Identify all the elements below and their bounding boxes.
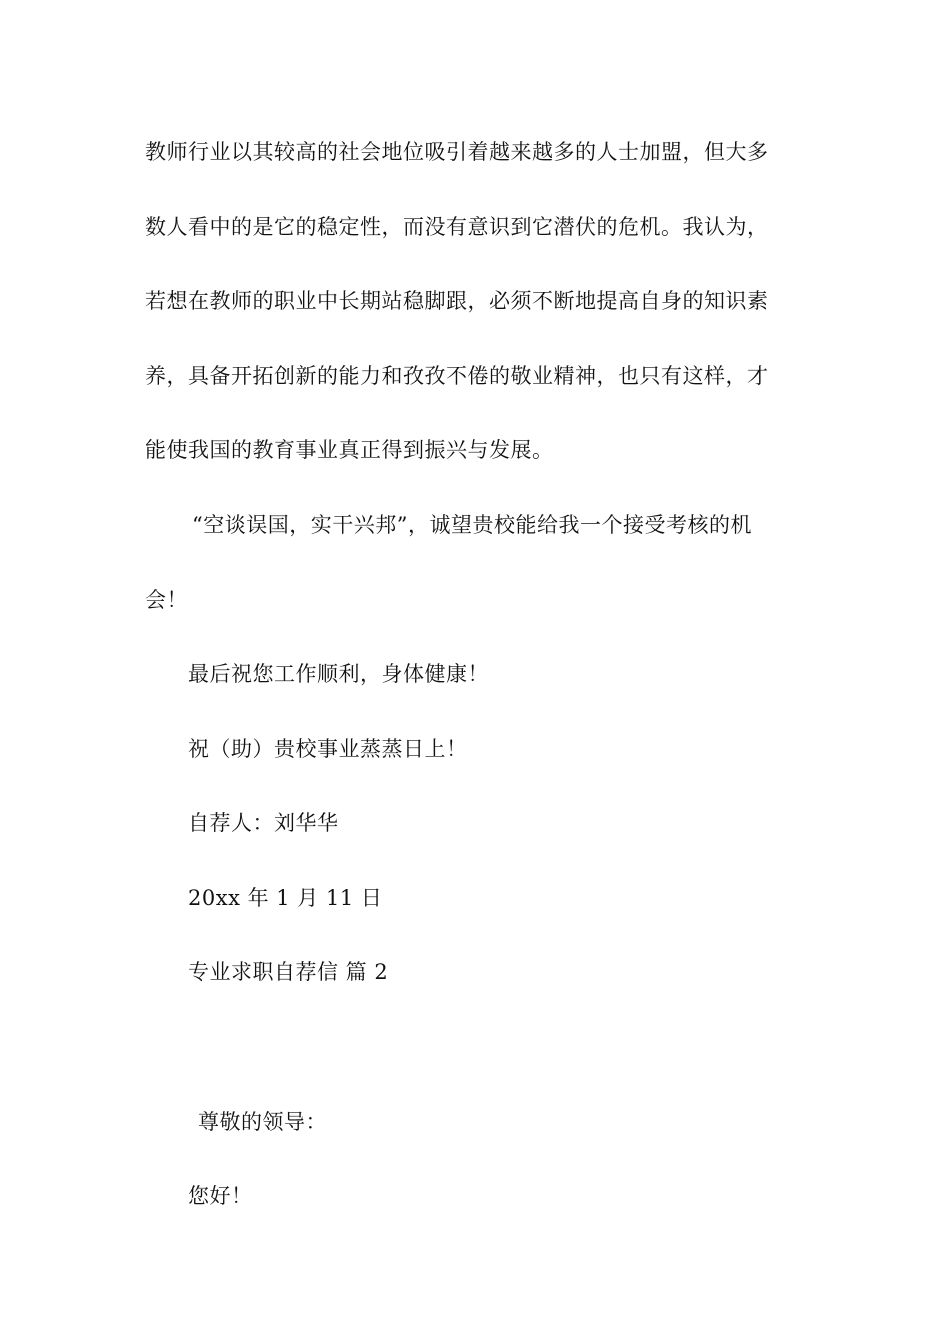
closing-wish: 最后祝您工作顺利，身体健康！ bbox=[188, 662, 489, 686]
paragraph-1-line-1: 教师行业以其较高的社会地位吸引着越来越多的人士加盟，但大多 bbox=[145, 140, 769, 164]
closing-school-wish: 祝（助）贵校事业蒸蒸日上！ bbox=[188, 737, 468, 761]
signer: 自荐人：刘华华 bbox=[188, 811, 339, 835]
salutation: 尊敬的领导： bbox=[198, 1110, 327, 1134]
paragraph-2-line-1: “空谈误国，实干兴邦”，诚望贵校能给我一个接受考核的机 bbox=[192, 513, 752, 537]
paragraph-2-line-2: 会！ bbox=[145, 588, 188, 612]
letter-date: 20xx 年 1 月 11 日 bbox=[188, 886, 383, 910]
paragraph-1-line-3: 若想在教师的职业中长期站稳脚跟，必须不断地提高自身的知识素 bbox=[145, 289, 769, 313]
paragraph-1-line-2: 数人看中的是它的稳定性，而没有意识到它潜伏的危机。我认为， bbox=[145, 215, 769, 239]
section-title: 专业求职自荐信 篇 2 bbox=[188, 960, 389, 984]
greeting: 您好！ bbox=[188, 1184, 253, 1208]
paragraph-1-line-4: 养，具备开拓创新的能力和孜孜不倦的敬业精神，也只有这样，才 bbox=[145, 364, 769, 388]
paragraph-1-line-5: 能使我国的教育事业真正得到振兴与发展。 bbox=[145, 438, 554, 462]
